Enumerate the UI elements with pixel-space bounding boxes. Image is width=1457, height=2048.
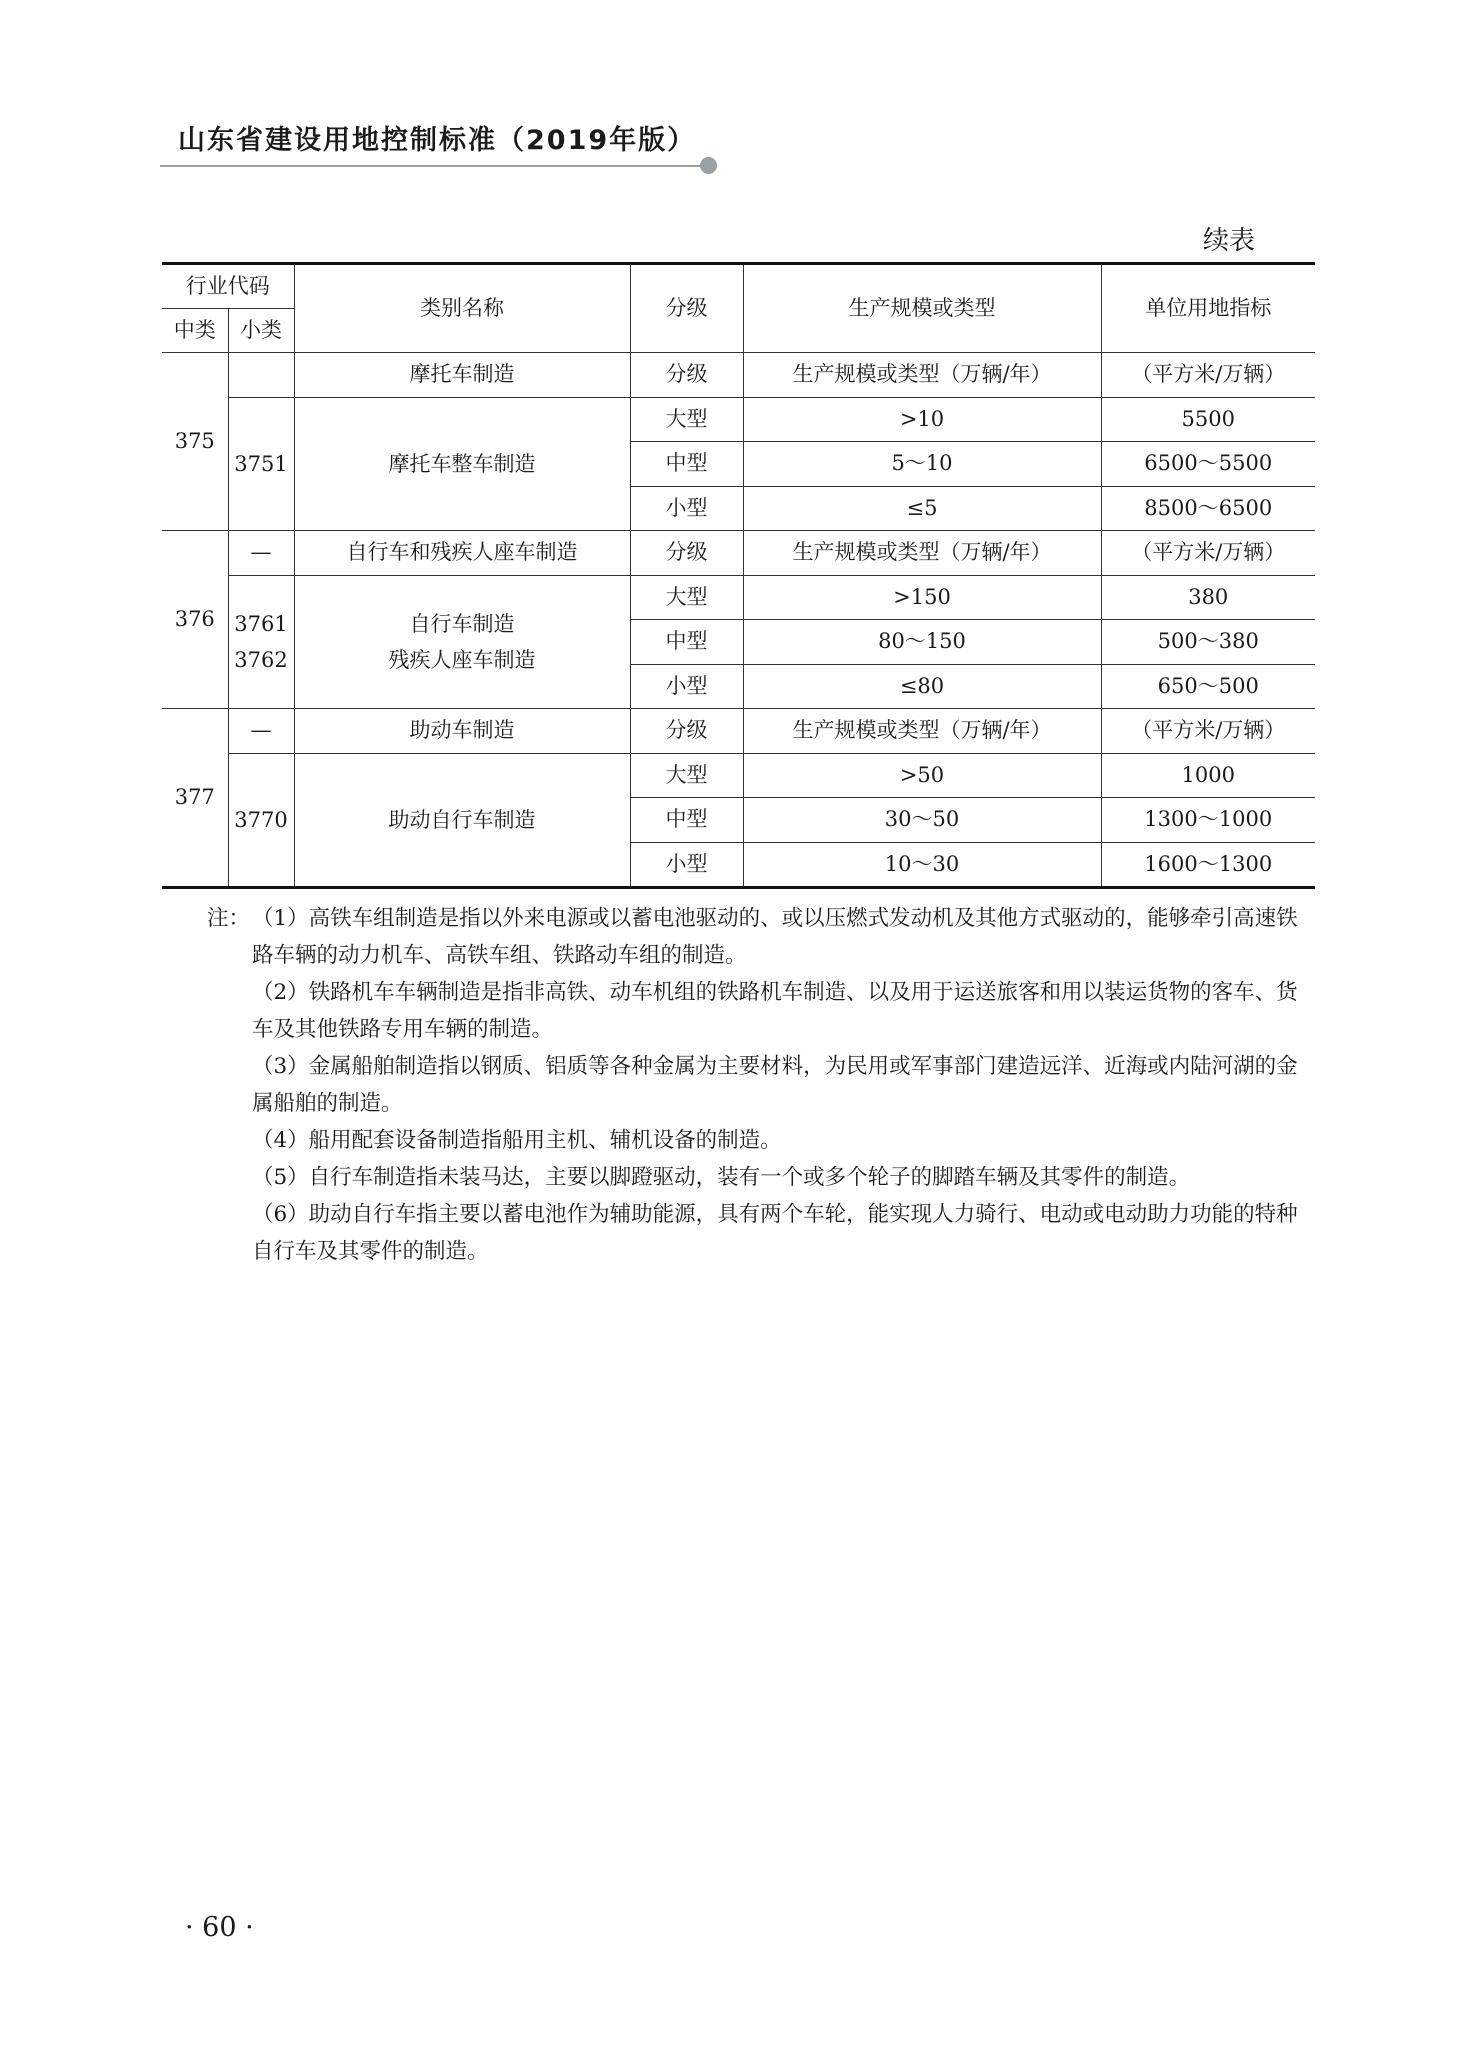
note-item: （1）高铁车组制造是指以外来电源或以蓄电池驱动的、或以压燃式发动机及其他方式驱动的，能够牵引高速铁路车辆的动力机车、高铁车组、铁路动车组的制造。 <box>252 906 1298 968</box>
land-use-table <box>162 262 1315 889</box>
table-row <box>162 397 1315 442</box>
scale-cell: 30～50 <box>743 798 1101 843</box>
grade-cell: 中型 <box>630 442 743 487</box>
scale-unit: 生产规模或类型（万辆/年） <box>743 353 1101 398</box>
mid-class-code: 376 <box>162 531 228 709</box>
indicator-cell: 1300～1000 <box>1101 798 1315 843</box>
scale-cell: ≤80 <box>743 664 1101 709</box>
scale-cell: >50 <box>743 753 1101 798</box>
group-head-row <box>162 531 1315 576</box>
mid-class-code: 375 <box>162 353 228 531</box>
indicator-header: 单位用地指标 <box>1101 264 1315 353</box>
notes-label: 注： <box>207 906 251 931</box>
scale-cell: 80～150 <box>743 620 1101 665</box>
header-rule <box>160 165 705 167</box>
note-item: （4）船用配套设备制造指船用主机、辅机设备的制造。 <box>252 1128 782 1153</box>
small-class-code: — <box>228 531 294 576</box>
small-class-code: — <box>228 709 294 754</box>
page-number: · 60 · <box>185 1912 254 1943</box>
table-row <box>162 753 1315 798</box>
mid-class-code: 377 <box>162 709 228 888</box>
grade-cell: 大型 <box>630 397 743 442</box>
indicator-cell: 8500～6500 <box>1101 486 1315 531</box>
category-name: 助动车制造 <box>294 709 630 754</box>
note-item: （3）金属船舶制造指以钢质、铝质等各种金属为主要材料，为民用或军事部门建造远洋、近海或内陆河湖的金属船舶的制造。 <box>252 1054 1298 1116</box>
grade-cell: 大型 <box>630 753 743 798</box>
group-head-row <box>162 709 1315 754</box>
category-name <box>294 753 630 888</box>
grade-cell: 小型 <box>630 664 743 709</box>
indicator-cell: 1600～1300 <box>1101 842 1315 888</box>
small-class-code <box>228 353 294 398</box>
industry-code-header: 行业代码 <box>162 264 294 309</box>
small-class-code-line: 3761 <box>234 611 288 636</box>
category-name-line: 残疾人座车制造 <box>388 647 536 672</box>
table-row <box>162 575 1315 620</box>
indicator-unit: （平方米/万辆） <box>1101 709 1315 754</box>
category-name-line: 摩托车整车制造 <box>388 451 536 476</box>
indicator-unit: （平方米/万辆） <box>1101 353 1315 398</box>
table-body <box>162 264 1315 888</box>
note-item: （6）助动自行车指主要以蓄电池作为辅助能源，具有两个车轮，能实现人力骑行、电动或电动助力功能的特种自行车及其零件的制造。 <box>252 1202 1298 1264</box>
grade-cell: 中型 <box>630 620 743 665</box>
category-name-line: 自行车制造 <box>409 611 515 636</box>
notes-list <box>207 900 1315 1270</box>
note-item: （5）自行车制造指未装马达，主要以脚蹬驱动，装有一个或多个轮子的脚踏车辆及其零件的制造。 <box>252 1165 1191 1190</box>
scale-cell: >10 <box>743 397 1101 442</box>
indicator-cell: 650～500 <box>1101 664 1315 709</box>
grade-label: 分级 <box>630 709 743 754</box>
indicator-cell: 1000 <box>1101 753 1315 798</box>
grade-cell: 大型 <box>630 575 743 620</box>
small-class-header: 小类 <box>228 309 294 353</box>
indicator-cell: 5500 <box>1101 397 1315 442</box>
category-name <box>294 575 630 709</box>
small-class-code-line: 3770 <box>234 807 288 832</box>
category-name: 自行车和残疾人座车制造 <box>294 531 630 576</box>
category-name-header: 类别名称 <box>294 264 630 353</box>
indicator-cell: 6500～5500 <box>1101 442 1315 487</box>
notes-section <box>207 900 1315 1270</box>
indicator-cell: 380 <box>1101 575 1315 620</box>
continued-label: 续表 <box>1203 226 1256 256</box>
group-head-row <box>162 353 1315 398</box>
grade-header: 分级 <box>630 264 743 353</box>
scale-cell: ≤5 <box>743 486 1101 531</box>
grade-cell: 小型 <box>630 842 743 888</box>
header-row <box>162 264 1315 309</box>
small-class-code-line: 3751 <box>234 451 288 476</box>
small-class-code <box>228 397 294 531</box>
scale-cell: >150 <box>743 575 1101 620</box>
running-header-title: 山东省建设用地控制标准（2019年版） <box>178 125 697 156</box>
scale-cell: 10～30 <box>743 842 1101 888</box>
grade-label: 分级 <box>630 531 743 576</box>
small-class-code-line: 3762 <box>234 647 288 672</box>
category-name-line: 助动自行车制造 <box>388 807 536 832</box>
category-name <box>294 397 630 531</box>
grade-cell: 小型 <box>630 486 743 531</box>
indicator-cell: 500～380 <box>1101 620 1315 665</box>
indicator-unit: （平方米/万辆） <box>1101 531 1315 576</box>
small-class-code <box>228 575 294 709</box>
scale-cell: 5～10 <box>743 442 1101 487</box>
grade-label: 分级 <box>630 353 743 398</box>
scale-header: 生产规模或类型 <box>743 264 1101 353</box>
category-name: 摩托车制造 <box>294 353 630 398</box>
mid-class-header: 中类 <box>162 309 228 353</box>
scale-unit: 生产规模或类型（万辆/年） <box>743 531 1101 576</box>
header-dot <box>700 157 717 174</box>
scale-unit: 生产规模或类型（万辆/年） <box>743 709 1101 754</box>
grade-cell: 中型 <box>630 798 743 843</box>
note-item: （2）铁路机车车辆制造是指非高铁、动车机组的铁路机车制造、以及用于运送旅客和用以装运货物的客车、货车及其他铁路专用车辆的制造。 <box>252 980 1298 1042</box>
small-class-code <box>228 753 294 888</box>
